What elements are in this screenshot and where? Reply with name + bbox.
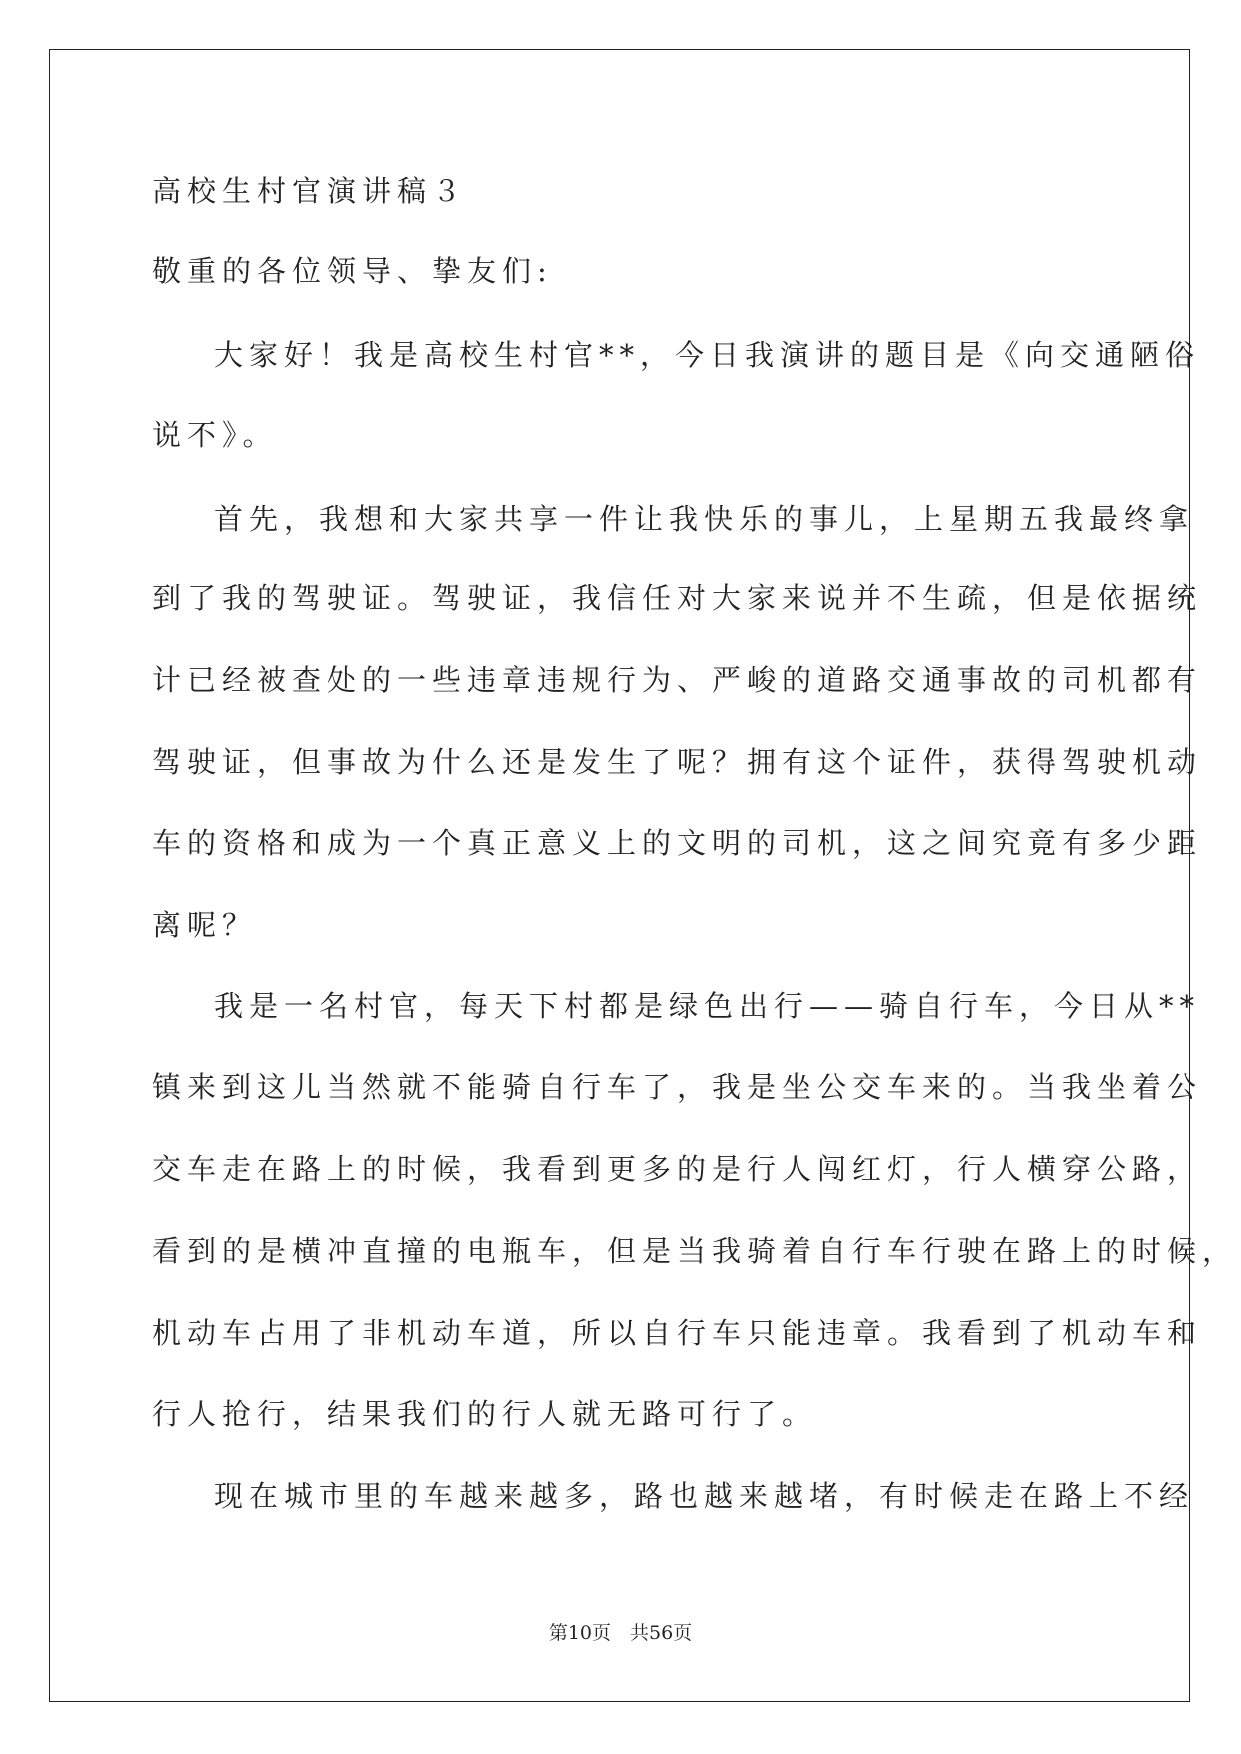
document-title: 高校生村官演讲稿３ — [152, 174, 468, 208]
text-line: 离呢？ — [152, 908, 258, 942]
text-line: 首先，我想和大家共享一件让我快乐的事儿，上星期五我最终拿 — [214, 502, 1195, 536]
text-line: 驾驶证，但事故为什么还是发生了呢？拥有这个证件，获得驾驶机动 — [152, 745, 1203, 779]
text-line: 看到的是横冲直撞的电瓶车，但是当我骑着自行车行驶在路上的时候， — [152, 1234, 1238, 1268]
greeting: 敬重的各位领导、挚友们: — [152, 254, 553, 288]
text-line: 镇来到这儿当然就不能骑自行车了，我是坐公交车来的。当我坐着公 — [152, 1070, 1203, 1104]
text-line: 计已经被查处的一些违章违规行为、严峻的道路交通事故的司机都有 — [152, 663, 1203, 697]
page-frame — [49, 49, 1190, 1702]
text-line: 车的资格和成为一个真正意义上的文明的司机，这之间究竟有多少距 — [152, 826, 1203, 860]
text-line: 我是一名村官，每天下村都是绿色出行——骑自行车，今日从** — [214, 989, 1201, 1023]
text-line: 说不》。 — [152, 418, 278, 452]
text-line: 到了我的驾驶证。驾驶证，我信任对大家来说并不生疏，但是依据统 — [152, 581, 1203, 615]
text-line: 机动车占用了非机动车道，所以自行车只能违章。我看到了机动车和 — [152, 1316, 1203, 1350]
text-line: 现在城市里的车越来越多，路也越来越堵，有时候走在路上不经 — [214, 1479, 1195, 1513]
page-footer: 第10页 共56页 — [548, 1622, 693, 1644]
text-line: 大家好！我是高校生村官**，今日我演讲的题目是《向交通陋俗 — [214, 338, 1201, 372]
text-line: 交车走在路上的时候，我看到更多的是行人闯红灯，行人横穿公路， — [152, 1152, 1203, 1186]
text-line: 行人抢行，结果我们的行人就无路可行了。 — [152, 1397, 818, 1431]
